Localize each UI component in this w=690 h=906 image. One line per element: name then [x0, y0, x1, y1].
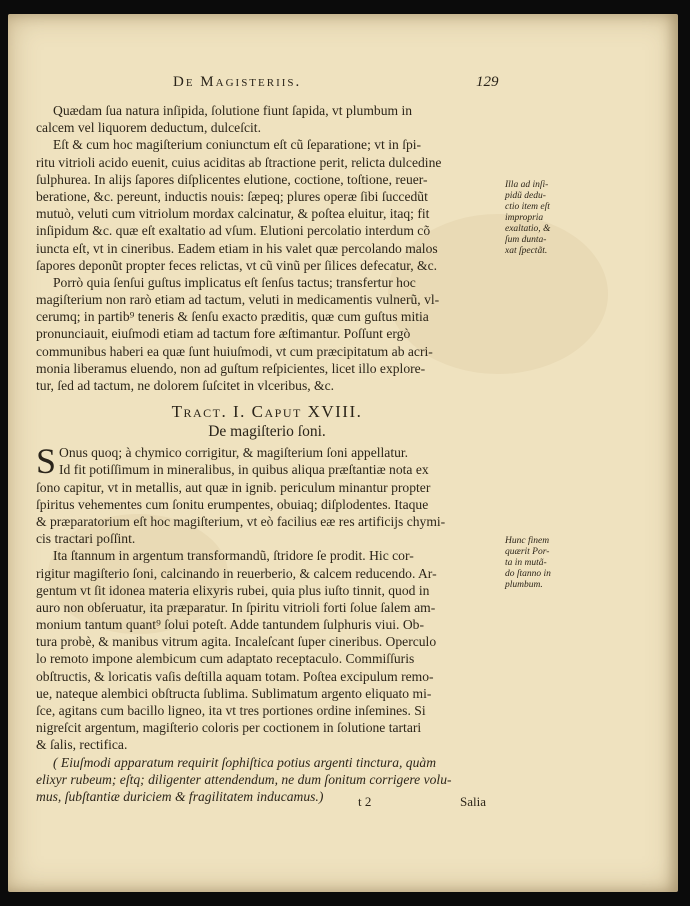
- text-line: Eſt & cum hoc magiſterium coniunctum eſt cũ ſeparatione; vt in ſpi-: [53, 137, 422, 153]
- text-line: ſapores deponũt propter feces relictas, vt cũ vinũ per ſilices defecatur, &c.: [36, 257, 438, 273]
- running-title: De Magisteriis.: [173, 74, 302, 90]
- margin-line: quærit Por-: [505, 547, 550, 557]
- margin-line: Hunc finem: [505, 536, 550, 546]
- text-line: lo remoto impone alembicum cum adaptato receptaculo. Commiſſuris: [36, 651, 415, 667]
- text-line: tura probè, & manibus vitrum agita. Incaleſcant ſuper cineribus. Operculo: [36, 634, 437, 650]
- text-line: ſono capitur, vt in metallis, aut quæ in ignib. periculum minantur propter: [36, 479, 431, 495]
- text-line: & ſalis, rectifica.: [36, 737, 128, 753]
- folio-number: 129: [476, 74, 499, 90]
- margin-line: pidũ dedu-: [505, 191, 546, 201]
- italic-line: ( Eiuſmodi apparatum requirit ſophiſtica potius argenti tinctura, quàm: [53, 754, 437, 770]
- chapter-paragraph: [36, 441, 498, 482]
- text-line: ue, nateque alembici obſtructa ſublima. Sublimatum argento eliquato mi-: [36, 685, 432, 701]
- margin-line: impropria: [505, 213, 544, 223]
- margin-line: ſum dunta-: [505, 235, 547, 245]
- chapter-heading: Tract. I. Caput XVIII.: [171, 402, 363, 422]
- text-line: nigreſcit argentum, magiſterio coloris per coctionem in ſolutione tartari: [36, 720, 422, 736]
- text-line: cis tractari poſſint.: [36, 531, 136, 547]
- text-line: rigitur magiſterio ſoni, calcinando in reuerberio, & calcem reducendo. Ar-: [36, 565, 437, 581]
- text-line: Onus quoq; à chymico corrigitur, & magiſterium ſoni appellatur.: [59, 445, 409, 461]
- signature-mark: t 2: [358, 794, 372, 809]
- text-block: [36, 102, 498, 805]
- text-line: ritu vitrioli acido euenit, cuius aciditas ab ſtractione perit, relicta dulcedine: [36, 154, 442, 170]
- text-line: beratione, &c. pereunt, inductis nouis: ſæpeq; plures operæ ſibi ſuccedũt: [36, 188, 428, 204]
- text-line: magiſterium non rarò etiam ad tactum, veluti in medicamentis vulnerũ, vl-: [36, 292, 440, 308]
- catchword: Salia: [460, 794, 486, 809]
- text-line: tur, ſed ad tactum, ne dolorem ſuſcitet in vlceribus, &c.: [36, 378, 335, 393]
- text-line: gentum vt ſit idonea materia elixyris rubei, quia plus iuſto tinnit, quod in: [36, 582, 430, 598]
- marginal-note-2: [505, 536, 565, 591]
- text-line: pronunciauit, eiuſmodi etiam ad tactum fore æſtimantur. Poſſunt ergò: [36, 326, 411, 342]
- text-line: ſce, agitans cum bacillo ligneo, ita vt tres portiones ordine inſemines. Si: [36, 703, 426, 718]
- text-line: & præparatorium eſt hoc magiſterium, vt eò facilius eæ res artificijs chymi-: [36, 513, 446, 529]
- text-line: monium tantum quant⁹ ſolui poteſt. Adde tantundem ſulphuris viui. Ob-: [36, 617, 424, 633]
- margin-line: ta in mutã-: [505, 558, 547, 568]
- marginal-note-1: [505, 180, 565, 257]
- text-line: mutuò, veluti cum vitriolum mordax calcinatur, & poſtea eluitur, itaq; fit: [36, 206, 430, 222]
- text-line: Id fit potiſſimum in mineralibus, in quibus aliqua præſtantiæ nota ex: [59, 462, 429, 478]
- text-line: cerumq; in partib⁹ teneris & ſenſu exacto præditis, quæ cum guſtus mitia: [36, 309, 429, 325]
- drop-capital: S: [36, 441, 57, 482]
- text-line: Quædam ſua natura inſipida, ſolutione fiunt ſapida, vt plumbum in: [53, 103, 413, 118]
- chapter-subheading: De magiſterio ſoni.: [208, 423, 326, 441]
- margin-line: Illa ad inſi-: [505, 180, 549, 190]
- text-line: obſtructis, & loricatis vaſis deſtilla aquam totam. Poſtea excipulum remo-: [36, 668, 434, 684]
- text-line: inſipidum &c. quæ eſt exaltatio ad vſum. Elutioni percolatio interdum cõ: [36, 223, 431, 239]
- text-line: communibus haberi ea quæ ſunt huiuſmodi, vt cum præcipitatum ab acri-: [36, 343, 433, 359]
- text-line: Porrò quia ſenſui guſtus implicatus eſt ſenſus tactus; transfertur hoc: [53, 274, 416, 290]
- margin-line: ctio item eſt: [505, 202, 550, 212]
- text-line: Ita ſtannum in argentum transformandũ, ſtridore ſe prodit. Hic cor-: [53, 548, 414, 564]
- margin-line: do ſtanno in: [505, 569, 551, 579]
- text-line: iuncta eſt, vt in cineribus. Eadem etiam in his valet quæ percolando malos: [36, 240, 438, 256]
- text-line: monia liberamus eluendo, non ad guſtum reſpicientes, licet illo explore-: [36, 360, 426, 376]
- margin-line: exaltatio, &: [505, 224, 551, 234]
- text-line: auro non obſeruatur, ita præparatur. In ſpiritu vitrioli forti ſolue ſalem am-: [36, 599, 436, 615]
- book-page: [8, 14, 678, 892]
- text-line: calcem vel liquorem deductum, dulceſcit.: [36, 120, 261, 136]
- italic-line: mus, ſubſtantiæ duriciem & fragilitatem inducamus.): [36, 788, 324, 804]
- text-line: ſpiritus vehementes cum ſonitu erumpentes, obuiaq; diſplodentes. Itaque: [36, 496, 429, 512]
- text-line: ſulphurea. In alijs ſapores diſplicentes elutione, coctione, toſtione, reuer-: [36, 171, 428, 187]
- italic-line: elixyr rubeum; eſtq; diligenter attendendum, ne dum ſonitum corrigere volu-: [36, 771, 452, 787]
- margin-line: xat ſpectãt.: [505, 246, 548, 256]
- page-header: [8, 74, 678, 96]
- margin-line: plumbum.: [505, 580, 543, 590]
